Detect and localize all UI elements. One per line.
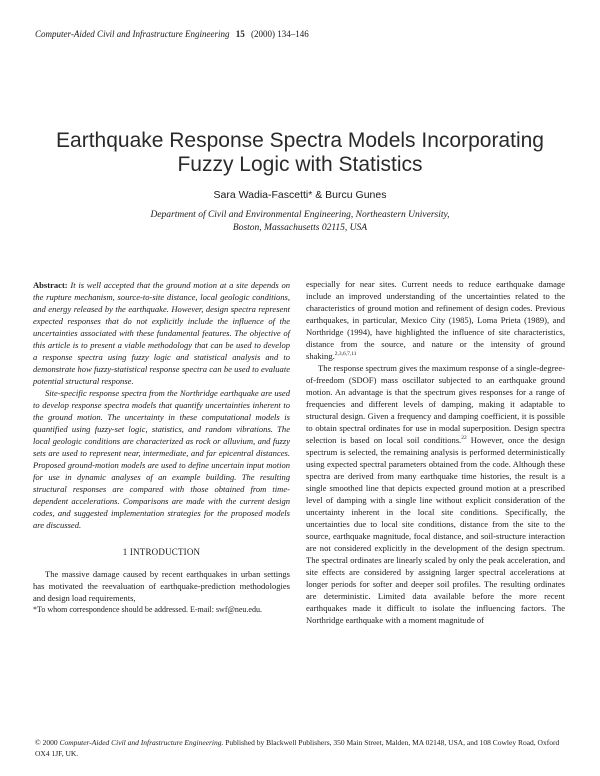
left-column [33, 279, 290, 615]
intro-paragraph-1: The massive damage caused by recent earthquakes in urban settings has motivated the reevaluation of earthquake-prediction methodologies and design load requirements, [33, 569, 290, 603]
abstract-paragraph-2: Site-specific response spectra from the Northridge earthquake are used to develop response spectra models that quantify uncertainties inherent to the ground motion. The uncertainty in these computational models is quantified using fuzzy-set logic, statistics, and random vibrations. The local geologic conditions are characterized as rock or alluvium, and fuzzy sets are used to represent near, intermediate, and far epicentral distances. Proposed ground-motion models are used to define uncertain input motion for use in dynamic analyses of an example building. The resulting structural responses are compared with those obtained from time-dependent accelerations. Comparisons are made with the current design codes, and suggested implementation strategies for the proposed models are discussed. [33, 388, 290, 530]
copyright-text: Published by Blackwell Publishers, 350 Main Street, Malden, MA 02148, USA, and 108 Cowley Road, Oxford OX4 1JF, UK. [35, 738, 560, 758]
journal-volume: 15 [235, 29, 245, 39]
copyright-prefix: © 2000 [35, 738, 58, 747]
intro-paragraph-1-continued [306, 278, 565, 362]
intro-text-2a: The response spectrum gives the maximum response of a single-degree-of-freedom (SDOF) mass oscillator subjected to an earthquake ground motion. An advantage is that the spectrum gives responses for a range of frequencies and different levels of damping, making it adaptable to structural design. Given a frequency and damping coefficient, it is possible to obtain spectral ordinates for use in modal superposition. Design spectra selection is based on local soil conditions. [306, 363, 565, 445]
affiliation [60, 209, 540, 235]
citation-refs-1: 2,3,6,7,11 [334, 351, 357, 358]
abstract-label: Abstract: [33, 280, 68, 290]
citation-ref-22: 22 [461, 435, 467, 442]
affiliation-line-1: Department of Civil and Environmental Engineering, Northeastern University, [150, 210, 450, 220]
intro-text-2b: However, once the design spectrum is selected, the remaining analysis is performed deterministically using expected spectral parameters obtained from the code. Although these spectra are derived from many earthquake time histories, the result is a single smoothed line that depicts expected ground motion at a prescribed level of damping with a single line without explicit consideration of the uncertainty inherent in the local site conditions. Specifically, the uncertainties due to local site conditions, distance from the site to the source, earthquake magnitude, focal distance, and soil-structure interaction are not considered explicitly in the development of the design spectrum. The spectral ordinates are linearly scaled by only the peak acceleration, and site effects are considered by assigning larger spectral accelerations at longer periods for softer and deeper soil profiles. The resulting ordinates are deterministic. Limited data available before the more recent earthquakes made it difficult to isolate the influencing factors. The Northridge earthquake with a moment magnitude of [306, 435, 565, 625]
abstract-text-1: It is well accepted that the ground motion at a site depends on the rupture mechanism, source-to-site distance, local geologic conditions, and energy released by the earthquake. However, design spectra represent expected responses that do not explicitly include the influence of the uncertainties associated with these fundamental features. The objective of this article is to present a viable methodology that can be used to develop a response spectra using fuzzy logic and statistical analysis and to demonstrate how fuzzy-statistical response spectra can be used to evaluate potential structural response. [33, 280, 291, 386]
paper-title [20, 129, 580, 177]
title-line-2: Fuzzy Logic with Statistics [177, 153, 423, 177]
intro-paragraph-2 [306, 362, 565, 626]
affiliation-line-2: Boston, Massachusetts 02115, USA [232, 223, 368, 233]
journal-header [35, 29, 309, 39]
copyright-notice [35, 737, 565, 759]
copyright-journal: Computer-Aided Civil and Infrastructure Engineering. [59, 738, 224, 747]
journal-year-pages: (2000) 134–146 [250, 29, 309, 39]
title-line-1: Earthquake Response Spectra Models Incorporating [56, 129, 544, 153]
authors: Sara Wadia-Fascetti* & Burcu Gunes [213, 189, 387, 201]
journal-name: Computer-Aided Civil and Infrastructure Engineering [35, 29, 230, 39]
abstract-paragraph-1 [33, 279, 290, 387]
correspondence-footnote: *To whom correspondence should be addressed. E-mail: swf@neu.edu. [33, 605, 262, 614]
right-column [306, 278, 565, 626]
section-heading-introduction: 1 INTRODUCTION [122, 547, 201, 557]
intro-text-continued: especially for near sites. Current needs to reduce earthquake damage include an improved understanding of the uncertainties related to the characteristics of ground motion and refinement of design codes. Previous earthquakes, in particular, Mexico City (1985), Loma Prieta (1989), and Northridge (1994), have highlighted the influence of site characteristics, distance from the source, and nature or the intensity of ground shaking. [306, 279, 565, 361]
